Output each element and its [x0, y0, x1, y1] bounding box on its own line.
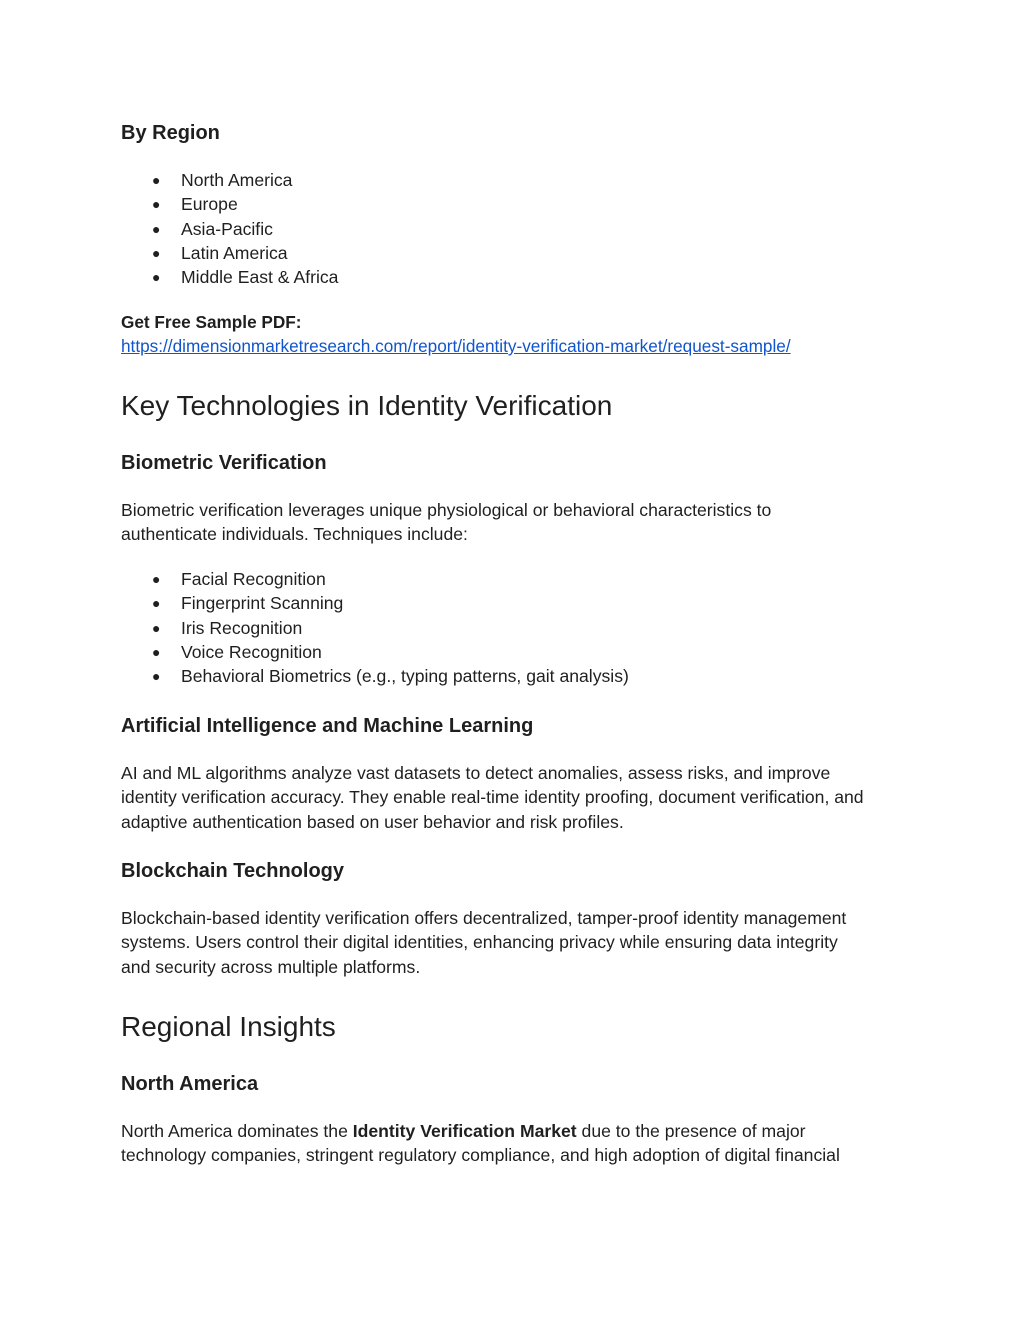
market-name-bold: Identity Verification Market: [352, 1121, 577, 1141]
north-america-paragraph: North America dominates the Identity Verification Market due to the presence of major technology companies, stringent regulatory compliance, and high adoption of digital financial: [121, 1121, 840, 1166]
ai-ml-heading: Artificial Intelligence and Machine Learning: [121, 715, 534, 737]
biometric-paragraph: Biometric verification leverages unique physiological or behavioral characteristics to authenticate individuals. Techniques include:: [121, 500, 772, 545]
ai-ml-paragraph: AI and ML algorithms analyze vast datasets to detect anomalies, assess risks, and improve identity verification accuracy. They enable real-time identity proofing, document verification, and adaptive authentication based on user behavior and risk profiles.: [121, 763, 864, 832]
blockchain-heading: Blockchain Technology: [121, 860, 344, 882]
by-region-heading: By Region: [121, 122, 220, 144]
sample-label: Get Free Sample PDF:: [121, 312, 302, 332]
key-technologies-heading: Key Technologies in Identity Verification: [121, 390, 613, 421]
blockchain-paragraph: Blockchain-based identity verification offers decentralized, tamper-proof identity management systems. Users control their digital identities, enhancing privacy while ensuring data integrity and security across multiple platforms.: [121, 908, 847, 977]
sample-link[interactable]: https://dimensionmarketresearch.com/report/identity-verification-market/request-sample/: [121, 336, 791, 356]
north-america-heading: North America: [121, 1073, 259, 1095]
biometric-heading: Biometric Verification: [121, 452, 327, 474]
regional-insights-heading: Regional Insights: [121, 1011, 336, 1042]
